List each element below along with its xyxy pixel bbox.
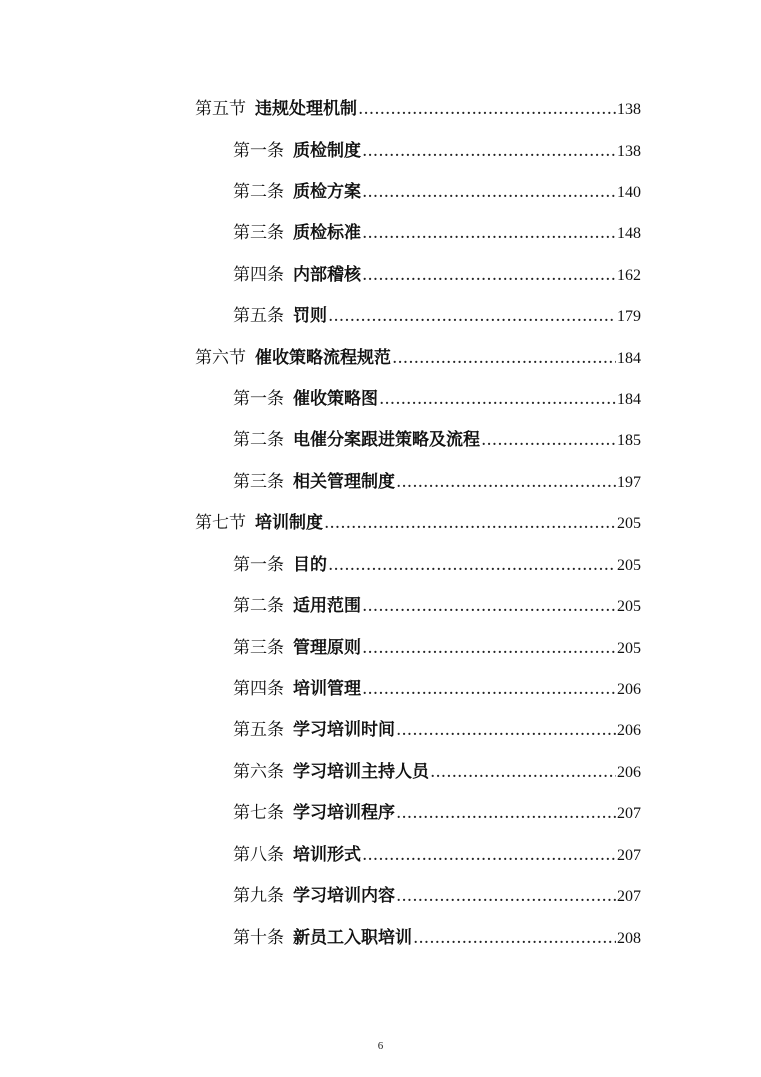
- dot-leader: [362, 138, 616, 164]
- toc-entry[interactable]: [0, 138, 641, 164]
- toc-entry[interactable]: [0, 883, 641, 909]
- dot-leader: [362, 179, 616, 205]
- entry-number: 第二条: [233, 182, 284, 202]
- entry-page: 148: [617, 225, 641, 242]
- entry-number: 第一条: [233, 389, 284, 409]
- dot-leader: [358, 96, 616, 122]
- entry-title: 学习培训主持人员: [293, 762, 429, 782]
- entry-number: 第二条: [233, 430, 284, 450]
- entry-title: 学习培训内容: [293, 886, 395, 906]
- dot-leader: [362, 842, 616, 868]
- entry-number: 第五节: [195, 99, 246, 119]
- page-number: 6: [377, 1040, 384, 1052]
- entry-number: 第三条: [233, 472, 284, 492]
- dot-leader: [396, 800, 616, 826]
- toc-entry[interactable]: [0, 800, 641, 826]
- entry-title: 培训制度: [255, 513, 323, 533]
- entry-number: 第七条: [233, 803, 284, 823]
- dot-leader: [362, 220, 616, 246]
- dot-leader: [362, 635, 616, 661]
- entry-page: 207: [617, 805, 641, 822]
- entry-title: 培训管理: [293, 679, 361, 699]
- entry-number: 第四条: [233, 265, 284, 285]
- entry-page: 138: [617, 101, 641, 118]
- dot-leader: [392, 345, 616, 371]
- entry-number: 第九条: [233, 886, 284, 906]
- toc-entry[interactable]: [0, 96, 641, 122]
- toc-entry[interactable]: [0, 717, 641, 743]
- entry-title: 质检方案: [293, 182, 361, 202]
- entry-title: 内部稽核: [293, 265, 361, 285]
- entry-number: 第六条: [233, 762, 284, 782]
- entry-number: 第三条: [233, 223, 284, 243]
- dot-leader: [362, 593, 616, 619]
- dot-leader: [328, 552, 616, 578]
- dot-leader: [362, 676, 616, 702]
- entry-title: 培训形式: [293, 845, 361, 865]
- dot-leader: [430, 759, 616, 785]
- entry-number: 第十条: [233, 928, 284, 948]
- entry-title: 目的: [293, 555, 327, 575]
- toc-entry[interactable]: [0, 925, 641, 951]
- dot-leader: [396, 883, 616, 909]
- entry-number: 第一条: [233, 555, 284, 575]
- entry-page: 205: [617, 515, 641, 532]
- toc-entry[interactable]: [0, 759, 641, 785]
- entry-title: 催收策略流程规范: [255, 348, 391, 368]
- dot-leader: [413, 925, 616, 951]
- toc-entry[interactable]: [0, 179, 641, 205]
- entry-number: 第四条: [233, 679, 284, 699]
- entry-number: 第五条: [233, 306, 284, 326]
- dot-leader: [396, 469, 616, 495]
- entry-page: 208: [617, 930, 641, 947]
- toc-entry[interactable]: [0, 220, 641, 246]
- entry-title: 新员工入职培训: [293, 928, 412, 948]
- entry-page: 207: [617, 847, 641, 864]
- toc-entry[interactable]: [0, 510, 641, 536]
- entry-page: 140: [617, 184, 641, 201]
- entry-title: 罚则: [293, 306, 327, 326]
- toc-entry[interactable]: [0, 386, 641, 412]
- toc-entry[interactable]: [0, 593, 641, 619]
- entry-page: 206: [617, 681, 641, 698]
- entry-page: 185: [617, 432, 641, 449]
- toc-entry[interactable]: [0, 345, 641, 371]
- toc-entry[interactable]: [0, 427, 641, 453]
- entry-title: 学习培训时间: [293, 720, 395, 740]
- dot-leader: [328, 303, 616, 329]
- entry-page: 205: [617, 640, 641, 657]
- entry-title: 催收策略图: [293, 389, 378, 409]
- entry-number: 第一条: [233, 141, 284, 161]
- entry-title: 适用范围: [293, 596, 361, 616]
- entry-number: 第二条: [233, 596, 284, 616]
- entry-title: 质检标准: [293, 223, 361, 243]
- entry-number: 第六节: [195, 348, 246, 368]
- toc-entry[interactable]: [0, 552, 641, 578]
- toc-entry[interactable]: [0, 469, 641, 495]
- entry-number: 第七节: [195, 513, 246, 533]
- dot-leader: [396, 717, 616, 743]
- entry-number: 第八条: [233, 845, 284, 865]
- toc-entry[interactable]: [0, 262, 641, 288]
- entry-page: 184: [617, 350, 641, 367]
- entry-page: 205: [617, 598, 641, 615]
- entry-number: 第五条: [233, 720, 284, 740]
- dot-leader: [324, 510, 616, 536]
- toc-entry[interactable]: [0, 303, 641, 329]
- entry-title: 质检制度: [293, 141, 361, 161]
- entry-page: 184: [617, 391, 641, 408]
- dot-leader: [481, 427, 616, 453]
- entry-title: 管理原则: [293, 638, 361, 658]
- toc-entry[interactable]: [0, 635, 641, 661]
- entry-number: 第三条: [233, 638, 284, 658]
- entry-title: 学习培训程序: [293, 803, 395, 823]
- entry-page: 162: [617, 267, 641, 284]
- entry-page: 138: [617, 143, 641, 160]
- entry-page: 179: [617, 308, 641, 325]
- dot-leader: [379, 386, 616, 412]
- entry-title: 相关管理制度: [293, 472, 395, 492]
- entry-title: 电催分案跟进策略及流程: [293, 430, 480, 450]
- dot-leader: [362, 262, 616, 288]
- entry-page: 205: [617, 557, 641, 574]
- entry-page: 197: [617, 474, 641, 491]
- entry-page: 206: [617, 722, 641, 739]
- toc-entry[interactable]: [0, 676, 641, 702]
- entry-title: 违规处理机制: [255, 99, 357, 119]
- entry-page: 207: [617, 888, 641, 905]
- entry-page: 206: [617, 764, 641, 781]
- toc-entry[interactable]: [0, 842, 641, 868]
